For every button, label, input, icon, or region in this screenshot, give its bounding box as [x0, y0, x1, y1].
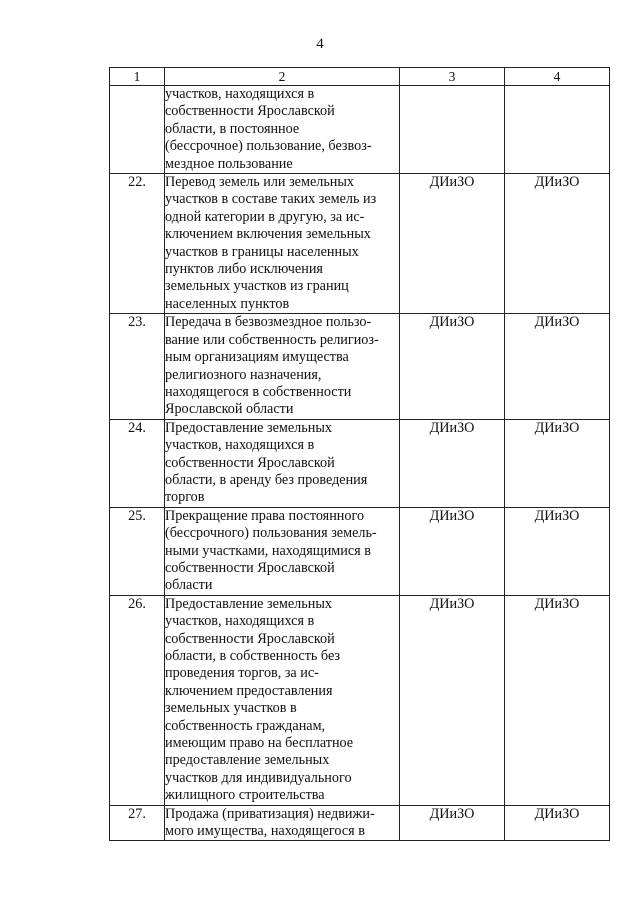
table-row	[110, 419, 610, 507]
description-line: участков, находящихся в	[165, 86, 315, 102]
table-row	[110, 86, 610, 174]
row-number	[110, 86, 165, 174]
responsible-col3: ДИиЗО	[400, 805, 505, 841]
row-description	[165, 314, 400, 419]
description-line: ключением предоставления	[165, 682, 333, 699]
responsible-col3: ДИиЗО	[400, 595, 505, 805]
description-line: одной категории в другую, за ис-	[165, 208, 365, 225]
table-row	[110, 174, 610, 314]
row-number: 23.	[110, 314, 165, 419]
responsible-col3: ДИиЗО	[400, 314, 505, 419]
description-line: Предоставление земельных	[165, 419, 332, 436]
description-line: (бессрочное) пользование, безвоз-	[165, 138, 372, 155]
description-line: Передача в безвозмездное пользо-	[165, 314, 372, 331]
column-header-4: 4	[505, 68, 610, 86]
description-line: ключением включения земельных	[165, 226, 371, 243]
table-row	[110, 314, 610, 419]
table-header-row	[110, 68, 610, 86]
responsible-col3: ДИиЗО	[400, 419, 505, 507]
description-line: собственности Ярославской	[165, 454, 335, 471]
responsible-col4: ДИиЗО	[505, 314, 610, 419]
description-line: имеющим право на бесплатное	[165, 735, 354, 752]
description-line: собственности Ярославской	[165, 630, 335, 647]
description-line: мого имущества, находящегося в	[165, 823, 365, 840]
page-number: 4	[316, 36, 324, 52]
description-line: Предоставление земельных	[165, 595, 332, 612]
responsible-col4: ДИиЗО	[505, 507, 610, 595]
description-line: области, в постоянное	[165, 120, 300, 137]
description-line: Перевод земель или земельных	[165, 174, 355, 191]
description-line: участков, находящихся в	[165, 613, 315, 630]
description-line: области, в собственность без	[165, 648, 341, 664]
responsible-col4: ДИиЗО	[505, 595, 610, 805]
responsible-col4: ДИиЗО	[505, 805, 610, 841]
responsible-col3: ДИиЗО	[400, 507, 505, 595]
description-line: вание или собственность религиоз-	[165, 331, 379, 348]
description-line: религиозного назначения,	[165, 366, 322, 383]
description-line: находящегося в собственности	[165, 383, 352, 400]
description-line: участков в границы населенных	[165, 243, 359, 260]
description-line: участков, находящихся в	[165, 437, 315, 454]
description-line: ными участками, находящимися в	[165, 542, 371, 559]
row-number: 25.	[110, 507, 165, 595]
description-line: собственность гражданам,	[165, 717, 326, 734]
responsible-col4: ДИиЗО	[505, 174, 610, 314]
responsible-col3	[400, 86, 505, 174]
description-line: Ярославской области	[165, 401, 294, 418]
description-line: собственности Ярославской	[165, 559, 335, 576]
column-header-3: 3	[400, 68, 505, 86]
description-line: населенных пунктов	[165, 295, 290, 312]
description-line: земельных участков из границ	[165, 278, 349, 295]
description-line: проведения торгов, за ис-	[165, 665, 319, 682]
description-line: торгов	[165, 489, 205, 506]
description-line: жилищного строительства	[165, 787, 325, 804]
description-line: Прекращение права постоянного	[165, 507, 365, 524]
row-description	[165, 595, 400, 805]
description-line: земельных участков в	[165, 700, 297, 717]
responsible-col4: ДИиЗО	[505, 419, 610, 507]
description-line: области	[165, 577, 213, 594]
row-number: 27.	[110, 805, 165, 841]
row-number: 22.	[110, 174, 165, 314]
row-description	[165, 86, 400, 174]
description-line: собственности Ярославской	[165, 103, 335, 120]
description-line: области, в аренду без проведения	[165, 471, 368, 488]
responsible-col3: ДИиЗО	[400, 174, 505, 314]
description-line: мездное пользование	[165, 155, 293, 172]
row-description	[165, 805, 400, 841]
description-line: Продажа (приватизация) недвижи-	[165, 805, 375, 822]
description-line: участков в составе таких земель из	[165, 191, 377, 208]
description-line: (бессрочного) пользования земель-	[165, 525, 377, 542]
document-table	[109, 67, 610, 841]
table-row	[110, 507, 610, 595]
description-line: участков для индивидуального	[165, 769, 352, 786]
row-number: 24.	[110, 419, 165, 507]
description-line: предоставление земельных	[165, 752, 330, 769]
table-row	[110, 805, 610, 841]
row-number: 26.	[110, 595, 165, 805]
row-description	[165, 507, 400, 595]
row-description	[165, 174, 400, 314]
responsible-col4	[505, 86, 610, 174]
column-header-2: 2	[165, 68, 400, 86]
table-row	[110, 595, 610, 805]
column-header-1: 1	[110, 68, 165, 86]
row-description	[165, 419, 400, 507]
description-line: ным организациям имущества	[165, 349, 349, 366]
description-line: пунктов либо исключения	[165, 261, 323, 278]
